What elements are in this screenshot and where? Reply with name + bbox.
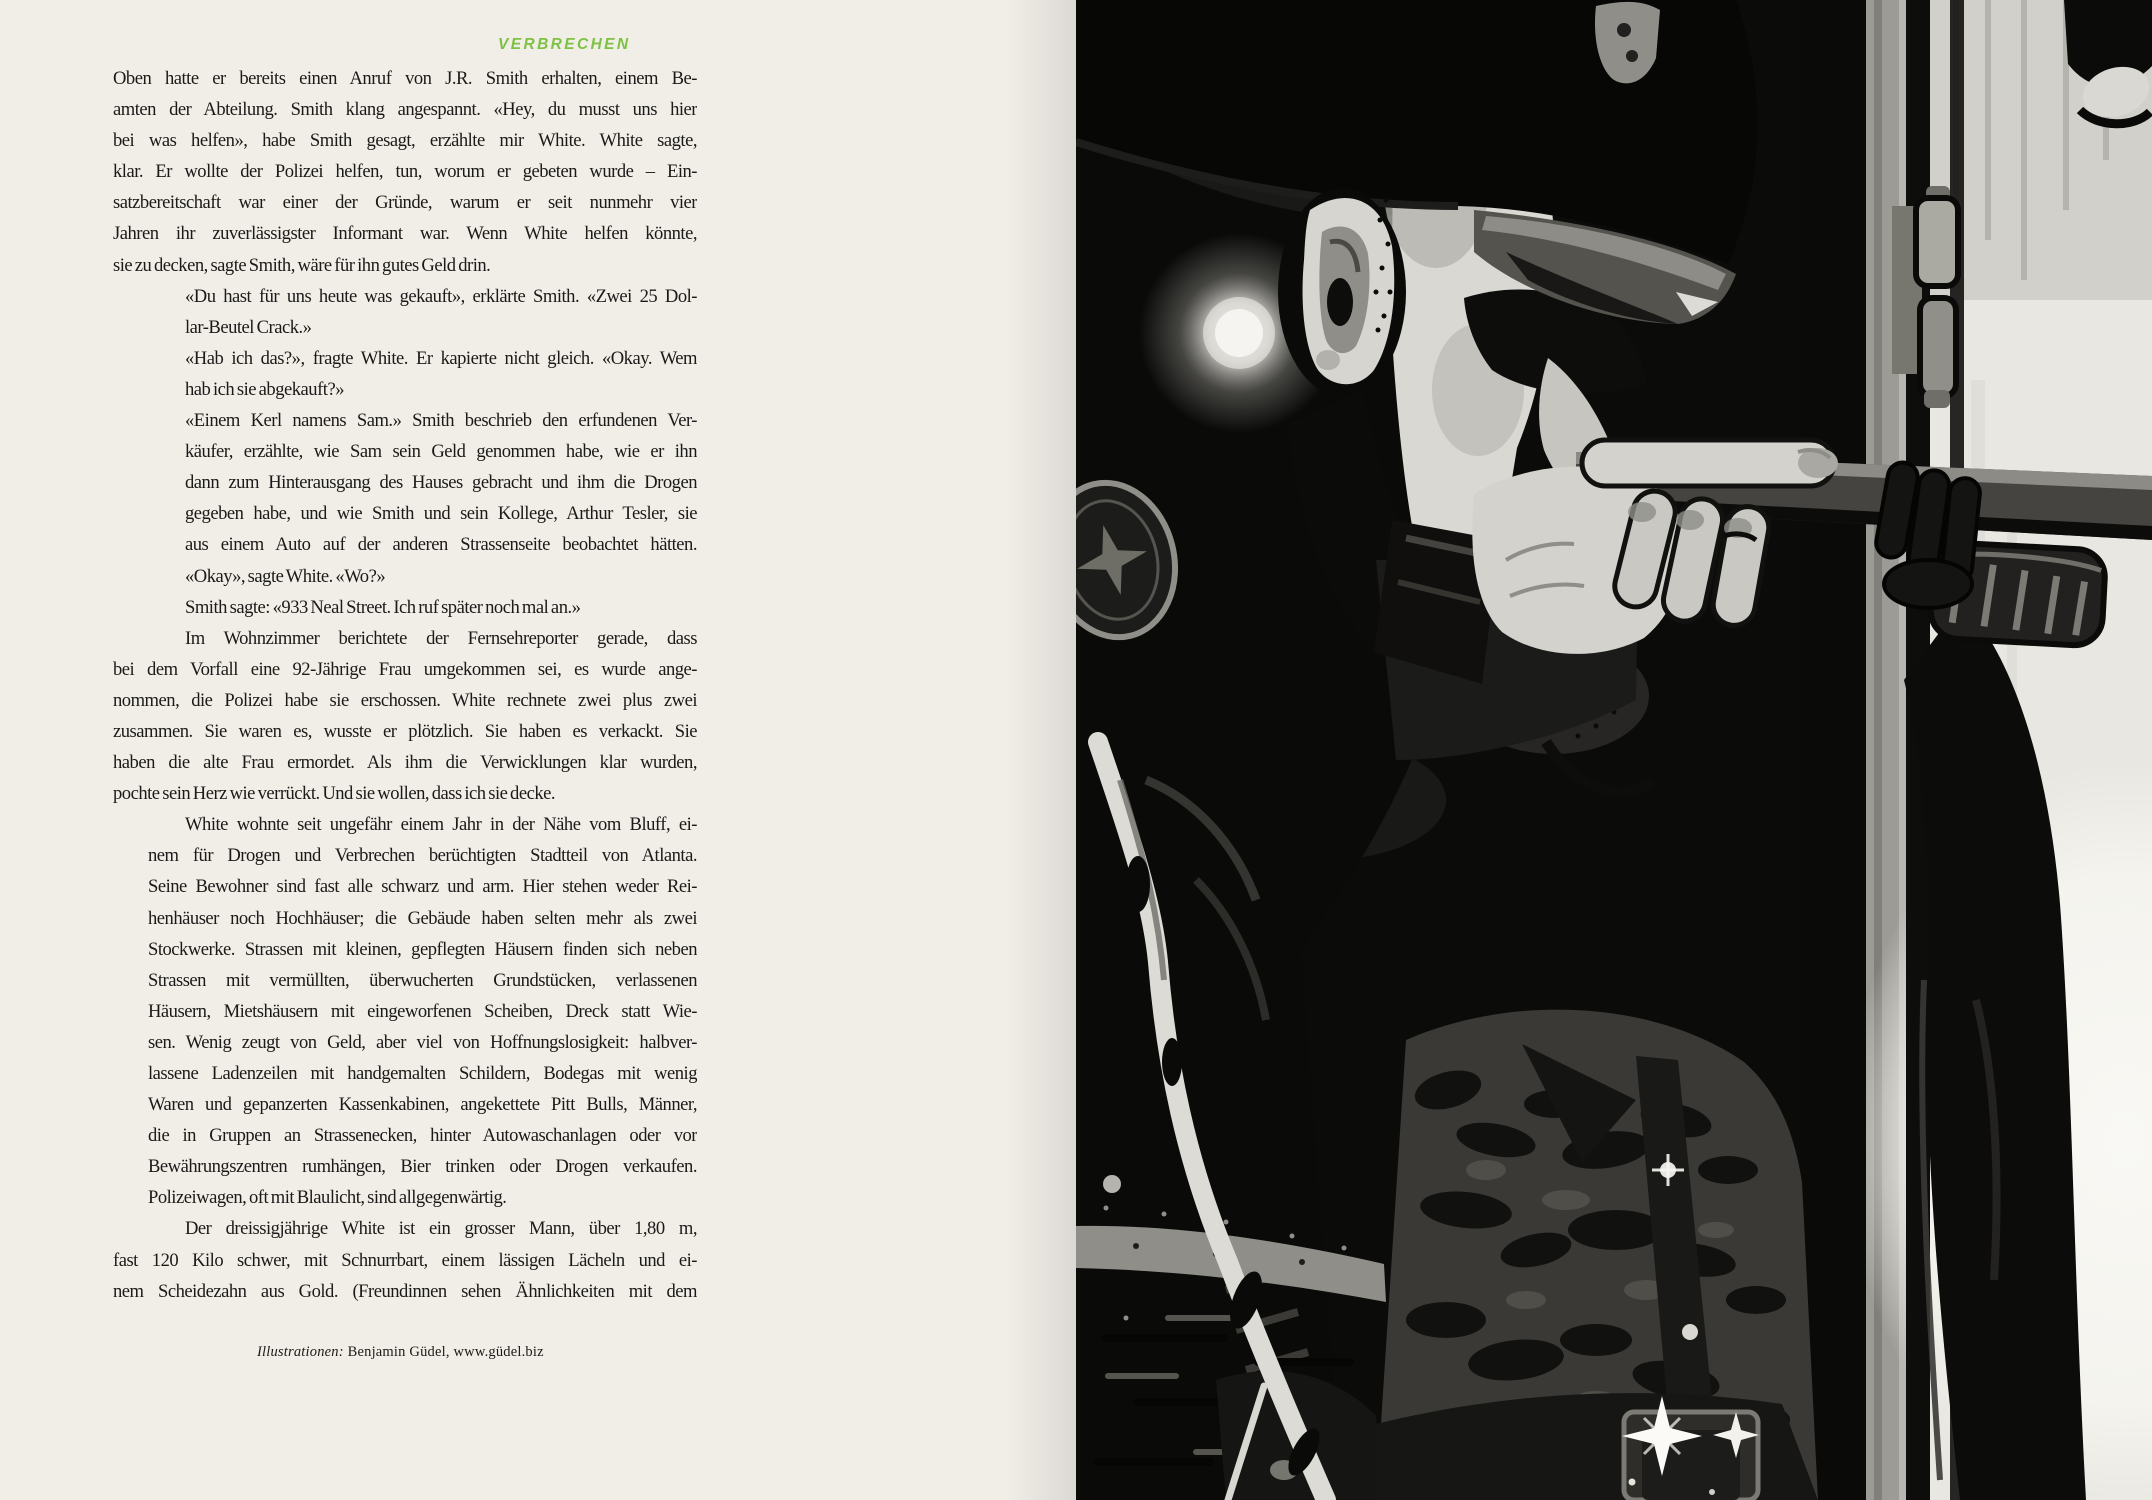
- section-rubric: VERBRECHEN: [498, 36, 631, 53]
- text-line: die in Gruppen an Strassenecken, hinter Autowaschanlagen oder vor: [148, 1125, 697, 1147]
- text-line: Seine Bewohner sind fast alle schwarz und arm. Hier stehen weder Rei-: [148, 876, 697, 898]
- text-line: käufer, erzählte, wie Sam sein Geld genommen habe, wie er ihn: [185, 441, 697, 463]
- page-gutter-shadow: [1006, 0, 1076, 1500]
- police-officer-illustration: [1076, 0, 2152, 1500]
- dark-glove-on-barrel: [1874, 460, 1981, 608]
- text-line: henhäuser noch Hochhäuser; die Gebäude haben selten mehr als zwei: [148, 907, 697, 929]
- text-line: zusammen. Sie waren es, wusste er plötzlich. Sie haben es verkackt. Sie: [113, 720, 697, 742]
- text-line: lassene Ladenzeilen mit handgemalten Schildern, Bodegas mit wenig: [148, 1063, 697, 1084]
- text-line: haben die alte Frau ermordet. Als ihm die Verwicklungen klar wurden,: [113, 752, 697, 774]
- text-line: Waren und gepanzerten Kassenkabinen, angekettete Pitt Bulls, Männer,: [148, 1094, 697, 1116]
- text-line: Strassen mit vermüllten, überwucherten Grundstücken, verlassenen: [148, 969, 697, 991]
- text-line: klar. Er wollte der Polizei helfen, tun, worum er gebeten wurde – Ein-: [113, 161, 697, 183]
- door-frame: [1800, 0, 1866, 1500]
- text-line: Der dreissigjährige White ist ein grosser Mann, über 1,80 m,: [185, 1218, 697, 1240]
- index-finger: [1582, 440, 1834, 486]
- text-line: «Okay», sagte White. «Wo?»: [185, 565, 386, 587]
- text-line: Stockwerke. Strassen mit kleinen, gepflegten Häusern finden sich neben: [148, 938, 697, 960]
- text-line: White wohnte seit ungefähr einem Jahr in der Nähe vom Bluff, ei-: [185, 814, 697, 836]
- text-line: nommen, die Polizei habe sie erschossen. White rechnete zwei plus zwei: [113, 689, 697, 711]
- text-line: dann zum Hinterausgang des Hauses gebracht und ihm die Drogen: [185, 472, 697, 494]
- text-line: aus einem Auto auf der anderen Strassenseite beobachtet hätten.: [185, 534, 697, 556]
- text-line: fast 120 Kilo schwer, mit Schnurrbart, einem lässigen Lächeln und ei-: [113, 1249, 697, 1271]
- text-line: bei was helfen», habe Smith gesagt, erzählte mir White. White sagte,: [113, 130, 697, 152]
- text-line: nem Scheidezahn aus Gold. (Freundinnen sehen Ähnlichkeiten mit dem: [113, 1280, 697, 1302]
- text-line: amten der Abteilung. Smith klang angespannt. «Hey, du musst uns hier: [113, 99, 697, 121]
- text-line: Bewährungszentren rumhängen, Bier trinken oder Drogen verkaufen.: [148, 1156, 697, 1178]
- text-line: Im Wohnzimmer berichtete der Fernsehreporter gerade, dass: [185, 627, 697, 649]
- right-page: [1076, 0, 2152, 1500]
- officer-ear: [1278, 188, 1406, 396]
- illustration-credit: [257, 1344, 544, 1361]
- text-line: pochte sein Herz wie verrückt. Und sie wollen, dass ich sie decke.: [113, 783, 556, 805]
- text-line: hab ich sie abgekauft?»: [185, 378, 345, 400]
- text-line: Oben hatte er bereits einen Anruf von J.R. Smith erhalten, einem Be-: [113, 68, 697, 89]
- article-text: [113, 63, 697, 1307]
- credit-prefix: Illustrationen:: [257, 1344, 344, 1360]
- text-line: gegeben habe, und wie Smith und sein Kollege, Arthur Tesler, sie: [185, 503, 697, 525]
- text-line: satzbereitschaft war einer der Gründe, warum er seit nunmehr vier: [113, 192, 697, 214]
- text-line: sie zu decken, sagte Smith, wäre für ihn gutes Geld drin.: [113, 254, 491, 276]
- text-line: «Hab ich das?», fragte White. Er kapierte nicht gleich. «Okay. Wem: [185, 347, 697, 369]
- text-line: «Du hast für uns heute was gekauft», erklärte Smith. «Zwei 25 Dol-: [185, 285, 697, 307]
- text-line: lar-Beutel Crack.»: [185, 316, 312, 338]
- text-line: «Einem Kerl namens Sam.» Smith beschrieb den erfundenen Ver-: [185, 410, 697, 432]
- credit-text: Benjamin Güdel, www.güdel.biz: [343, 1344, 544, 1360]
- text-line: Jahren ihr zuverlässigster Informant war. Wenn White helfen könnte,: [113, 223, 697, 245]
- text-line: Polizeiwagen, oft mit Blaulicht, sind allgegenwärtig.: [148, 1187, 507, 1209]
- text-line: Smith sagte: «933 Neal Street. Ich ruf später noch mal an.»: [185, 596, 581, 618]
- shirt-button: [1682, 1324, 1698, 1340]
- text-line: Häusern, Mietshäusern mit eingeworfenen Scheiben, Dreck statt Wie-: [148, 1000, 697, 1022]
- text-line: nem für Drogen und Verbrechen berüchtigten Stadtteil von Atlanta.: [148, 845, 697, 867]
- text-line: bei dem Vorfall eine 92-Jährige Frau umgekommen sei, es wurde ange-: [113, 658, 697, 680]
- text-line: sen. Wenig zeugt von Geld, aber viel von Hoffnungslosigkeit: halbver-: [148, 1031, 697, 1053]
